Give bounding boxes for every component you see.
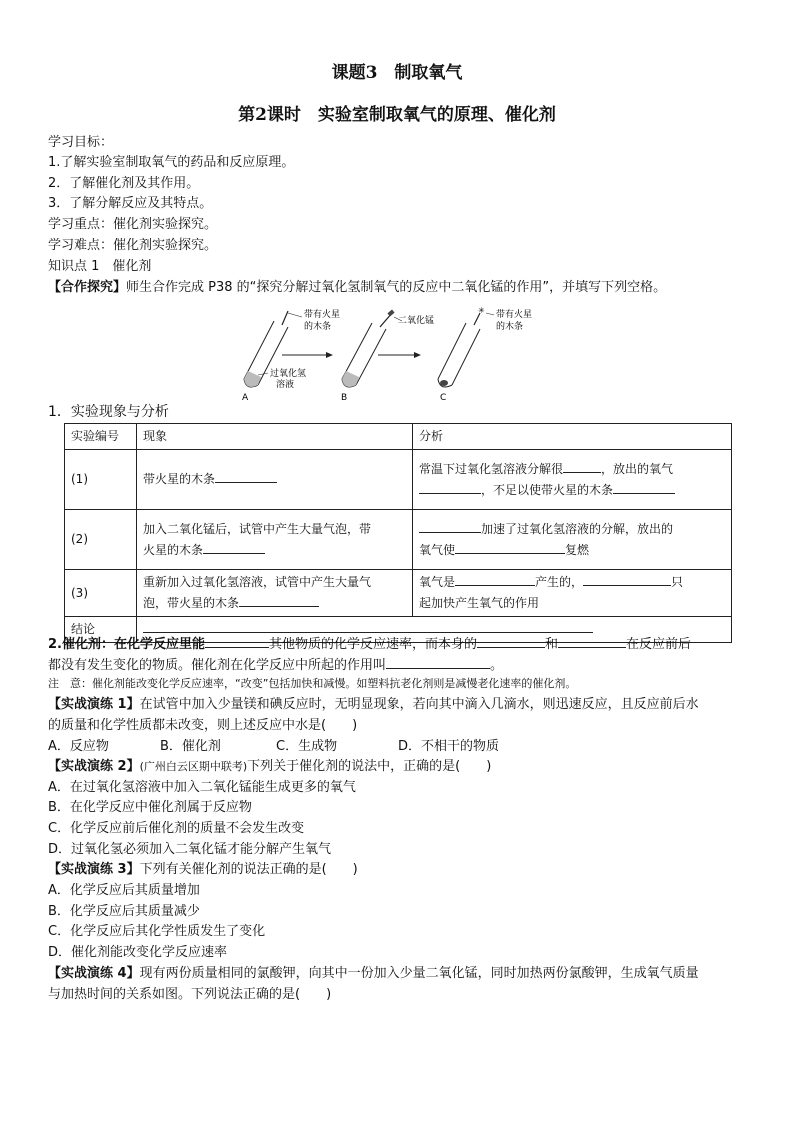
fill-blank[interactable] [613,480,675,494]
catalyst-definition-line-1: 2.催化剂：在化学反应里能 其他物质的化学反应速率，而本身的 和 在反应前后 [48,634,691,653]
row-phenomenon: 重新加入过氧化氢溶液，试管中产生大量气 泡，带火星的木条 [137,570,413,617]
practice-2-option-d[interactable]: D．过氧化氢必须加入二氧化锰才能分解产生氧气 [48,842,332,857]
practice-3-stem: 【实战演练 3】下列有关催化剂的说法正确的是( ) [48,862,358,877]
table-row [65,570,732,617]
fill-blank[interactable] [563,459,601,473]
label-splint-a2: 的木条 [304,322,332,332]
fill-blank[interactable] [203,540,265,554]
test-tube-c [438,306,485,387]
row-analysis: 加速了过氧化氢溶液的分解，放出的 氧气使 复燃 [413,510,732,570]
option-b[interactable]: B．催化剂 [160,739,221,754]
section-1-title: 1．实验现象与分析 [48,404,169,420]
row-phenomenon: 带火星的木条 [137,450,413,510]
row-id: (2) [65,510,137,570]
option-a[interactable]: A．反应物 [48,739,109,754]
fill-blank[interactable] [477,634,545,648]
header-id: 实验编号 [65,424,137,450]
goal-item-3: 3．了解分解反应及其特点。 [48,196,213,211]
row-analysis: 常温下过氧化氢溶液分解很 ，放出的氧气 ，不足以使带火星的木条 [413,450,732,510]
fill-blank[interactable] [419,519,481,533]
goal-item-1: 1.了解实验室制取氧气的药品和反应原理。 [48,155,295,170]
practice-2-option-c[interactable]: C．化学反应前后催化剂的质量不会发生改变 [48,821,305,836]
option-d[interactable]: D．不相干的物质 [398,739,500,754]
label-splint-c2: 的木条 [496,322,524,332]
fill-blank[interactable] [205,634,269,648]
practice-3-option-d[interactable]: D．催化剂能改变化学反应速率 [48,945,228,960]
fill-blank[interactable] [419,480,481,494]
practice-2-stem: 【实战演练 2】(广州白云区期中联考)下列关于催化剂的说法中，正确的是( ) [48,759,492,774]
practice-1-line-1: 【实战演练 1】在试管中加入少量镁和碘反应时，无明显现象，若向其中滴入几滴水，则迅速反应，且反应前后水 [48,697,699,712]
fill-blank[interactable] [143,619,593,633]
header-phenomenon: 现象 [137,424,413,450]
fill-blank[interactable] [583,572,671,586]
goals-heading: 学习目标： [48,135,114,150]
label-splint-c: 带有火星 [496,310,533,320]
table-row [65,450,732,510]
key-point: 学习重点：催化剂实验探究。 [48,217,218,232]
practice-4-line-2: 与加热时间的关系如图。下列说法正确的是( ) [48,987,332,1002]
label-mno2: 二氧化锰 [398,316,435,326]
spark-icon: ✳ [478,306,485,315]
practice-2-option-a[interactable]: A．在过氧化氢溶液中加入二氧化锰能生成更多的氧气 [48,780,356,795]
label-h2o2-2: 溶液 [276,380,295,390]
tube-label-a: A [242,393,249,403]
tube-label-c: C [440,393,447,403]
practice-1-line-2: 的质量和化学性质都未改变，则上述反应中水是( ) [48,718,358,733]
lesson-title: 课题3 制取氧气 [331,63,463,83]
header-analysis: 分析 [413,424,732,450]
conclusion-label: 结论 [65,617,137,643]
lesson-subtitle: 第2课时 实验室制取氧气的原理、催化剂 [238,105,556,125]
arrow-right-icon [414,352,421,358]
goal-item-2: 2．了解催化剂及其作用。 [48,176,200,191]
note: 注 意：催化剂能改变化学反应速率，“改变”包括加快和减慢。如塑料抗老化剂则是减慢老化速率的催化剂。 [48,677,577,690]
experiment-table [64,423,732,643]
label-h2o2: 过氧化氢 [270,369,307,379]
label-splint-a: 带有火星 [304,310,341,320]
knowledge-point-1: 知识点 1 催化剂 [48,259,152,274]
fill-blank[interactable] [455,540,565,554]
tube-label-b: B [341,393,348,403]
practice-2-option-b[interactable]: B．在化学反应中催化剂属于反应物 [48,800,252,815]
row-phenomenon: 加入二氧化锰后，试管中产生大量气泡，带 火星的木条 [137,510,413,570]
coop-paragraph [48,280,666,296]
practice-4-line-1: 【实战演练 4】现有两份质量相同的氯酸钾，向其中一份加入少量二氧化锰，同时加热两份氯酸钾，生成氧气质量 [48,966,699,981]
arrow-right-icon [326,352,333,358]
practice-3-option-b[interactable]: B．化学反应后其质量减少 [48,904,200,919]
fill-blank[interactable] [239,593,319,607]
practice-1-options [48,739,748,755]
fill-blank[interactable] [386,655,490,669]
fill-blank[interactable] [215,469,277,483]
difficulty: 学习难点：催化剂实验探究。 [48,238,218,253]
row-id: (3) [65,570,137,617]
test-tube-b [342,310,395,387]
experiment-figure [230,303,560,403]
coop-tag: 【合作探究】 [48,280,127,295]
table-row [65,510,732,570]
table-header-row [65,424,732,450]
coop-text: 师生合作完成 P38 的“探究分解过氧化氢制氧气的反应中二氧化锰的作用”，并填写下列空格。 [126,280,667,295]
catalyst-definition-line-2: 都没有发生变化的物质。催化剂在化学反应中所起的作用叫 。 [48,655,503,674]
practice-3-option-a[interactable]: A．化学反应后其质量增加 [48,883,200,898]
fill-blank[interactable] [455,572,535,586]
row-analysis: 氧气是 产生的， 只 起加快产生氧气的作用 [413,570,732,617]
row-id: (1) [65,450,137,510]
option-c[interactable]: C．生成物 [276,739,338,754]
practice-3-option-c[interactable]: C．化学反应后其化学性质发生了变化 [48,924,266,939]
fill-blank[interactable] [558,634,626,648]
